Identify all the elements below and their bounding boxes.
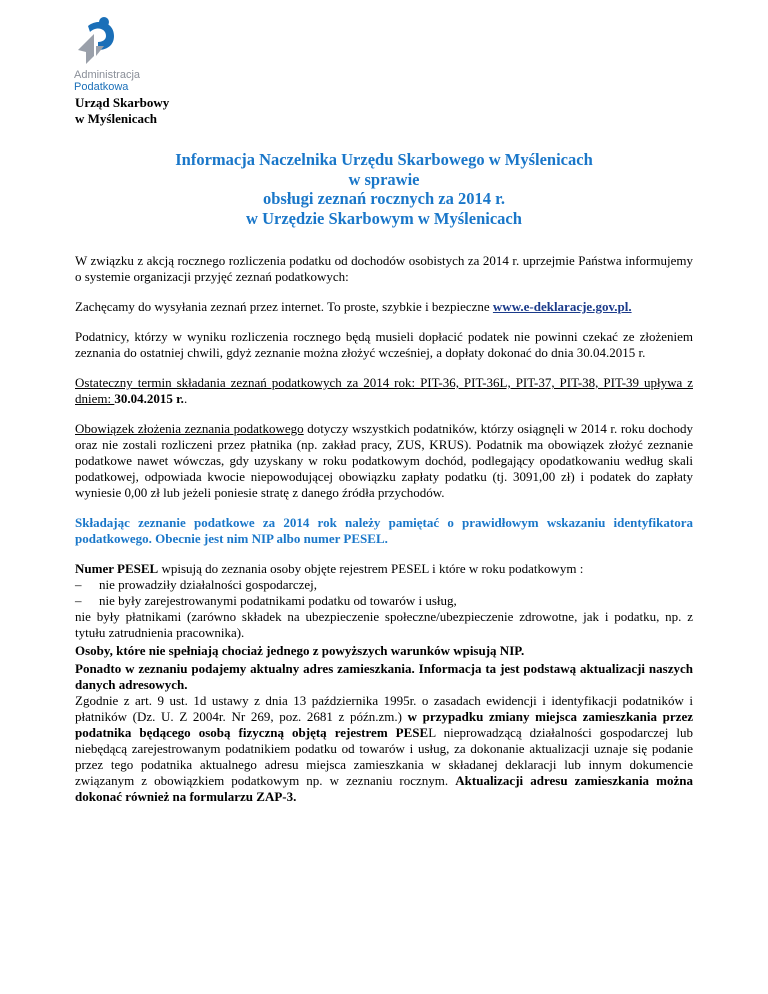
logo-emblem-icon xyxy=(74,16,120,68)
office-name xyxy=(75,95,169,127)
pesel-label: Numer PESEL xyxy=(75,561,159,576)
obligation-heading: Obowiązek złożenia zeznania podatkowego xyxy=(75,421,304,436)
law-text-d: Aktualizacji adresu zamieszkania można dokonać również na formularzu ZAP-3. xyxy=(75,773,693,804)
nip-paragraph xyxy=(75,643,693,659)
obligation-paragraph xyxy=(75,421,693,501)
document-body xyxy=(75,253,693,805)
title-line-2: w sprawie xyxy=(348,169,420,189)
logo-line-1: Administracja xyxy=(74,69,141,81)
office-line-2: w Myślenicach xyxy=(75,111,157,126)
pesel-paragraph xyxy=(75,561,693,577)
title-line-3: obsługi zeznań rocznych za 2014 r. xyxy=(263,189,505,208)
law-text-c: L nieprowadzącą działalności gospodarczej lub niebędącą zarejestrowanym podatnikiem podatku od towarów i usług, za dokonanie aktualizacji uznaje się podanie przez tego podatnika aktualnego adresu miejsca zamieszkania w składanej deklaracji lub innym dokumencie związanym z obowiązkiem podatkowym np. w zeznaniu rocznym. xyxy=(75,725,693,788)
law-text-b: w przypadku zmiany miejsca zamieszkania przez podatnika będącego osobą fizyczną objętą rejestrem PESE xyxy=(75,709,693,740)
deadline-date: 30.04.2015 r. xyxy=(114,391,184,406)
list-item-text: nie prowadziły działalności gospodarczej, xyxy=(99,577,318,592)
list-item xyxy=(75,593,693,609)
address-paragraph xyxy=(75,661,693,693)
list-item-text: nie były zarejestrowanymi podatnikami podatku od towarów i usług, xyxy=(99,593,457,608)
deadline-text: Ostateczny termin składania zeznań podatkowych za 2014 rok: PIT-36, PIT-36L, PIT-37, PIT-38, PIT-39 upływa z dniem: xyxy=(75,375,693,406)
intro-paragraph: W związku z akcją rocznego rozliczenia podatku od dochodów osobistych za 2014 r. uprzejmie Państwa informujemy o systemie organizacji przyjęć zeznań podatkowych: xyxy=(75,253,693,284)
e-deklaracje-link[interactable]: www.e-deklaracje.gov.pl. xyxy=(492,299,632,314)
logo-text xyxy=(74,69,140,93)
title-line-4: w Urzędzie Skarbowym w Myślenicach xyxy=(246,208,522,228)
address-text: Ponadto w zeznaniu podajemy aktualny adres zamieszkania. Informacja ta jest podstawą aktualizacji naszych danych adresowych. xyxy=(75,661,693,692)
internet-paragraph xyxy=(75,299,693,315)
logo-line-2: Podatkowa xyxy=(74,81,129,93)
title-line-1: Informacja Naczelnika Urzędu Skarbowego w Myślenicach xyxy=(175,150,593,169)
document-title xyxy=(75,150,693,228)
pesel-text: wpisują do zeznania osoby objęte rejestrem PESEL i które w roku podatkowym : xyxy=(158,561,584,576)
payer-paragraph: nie były płatnikami (zarówno składek na ubezpieczenie społeczne/ubezpieczenie zdrowotne, jak i podatku, np. z tytułu zatrudnienia pracownika). xyxy=(75,609,693,640)
dash-bullet: – xyxy=(75,593,82,608)
obligation-text: dotyczy wszystkich podatników, którzy osiągnęli w 2014 r. roku dochody oraz nie zostali rozliczeni przez płatnika (np. zakład pracy, ZUS, KRUS). Podatnik ma obowiązek złożyć zeznanie podatkowe nawet wówczas, gdy uzyskany w roku podatkowym dochód, podlegający opodatkowaniu według skali podatkowej, odpowiada kwocie niepowodującej obowiązku zapłaty podatku (tj. 3091,00 zł) i podatek do zapłaty wyniesie 0,00 zł lub jeżeli poniesie stratę z danego źródła przychodów. xyxy=(75,421,693,500)
deadline-end: . xyxy=(183,391,188,406)
deadline-paragraph xyxy=(75,375,693,407)
internet-text: Zachęcamy do wysyłania zeznań przez internet. To proste, szybkie i bezpieczne xyxy=(75,299,493,314)
office-line-1: Urząd Skarbowy xyxy=(75,95,170,110)
law-text-a: Zgodnie z art. 9 ust. 1d ustawy z dnia 13 października 1995r. o zasadach ewidencji i identyfikacji podatników i płatników (Dz. U. Z 2004r. Nr 269, poz. 2681 z późn.zm.) xyxy=(75,693,693,724)
identifier-notice: Składając zeznanie podatkowe za 2014 rok należy pamiętać o prawidłowym wskazaniu identyfikatora podatkowego. Obecnie jest nim NIP albo numer PESEL. xyxy=(75,515,693,546)
list-item xyxy=(75,577,693,593)
payment-paragraph: Podatnicy, którzy w wyniku rozliczenia rocznego będą musieli dopłacić podatek nie powinni czekać ze złożeniem zeznania do ostatniej chwili, gdyż zeznanie można złożyć wcześniej, a dopłaty dokonać do dnia 30.04.2015 r. xyxy=(75,329,693,360)
nip-text: Osoby, które nie spełniają chociaż jednego z powyższych warunków wpisują NIP. xyxy=(75,643,525,658)
dash-bullet: – xyxy=(75,577,82,592)
law-paragraph xyxy=(75,693,693,805)
